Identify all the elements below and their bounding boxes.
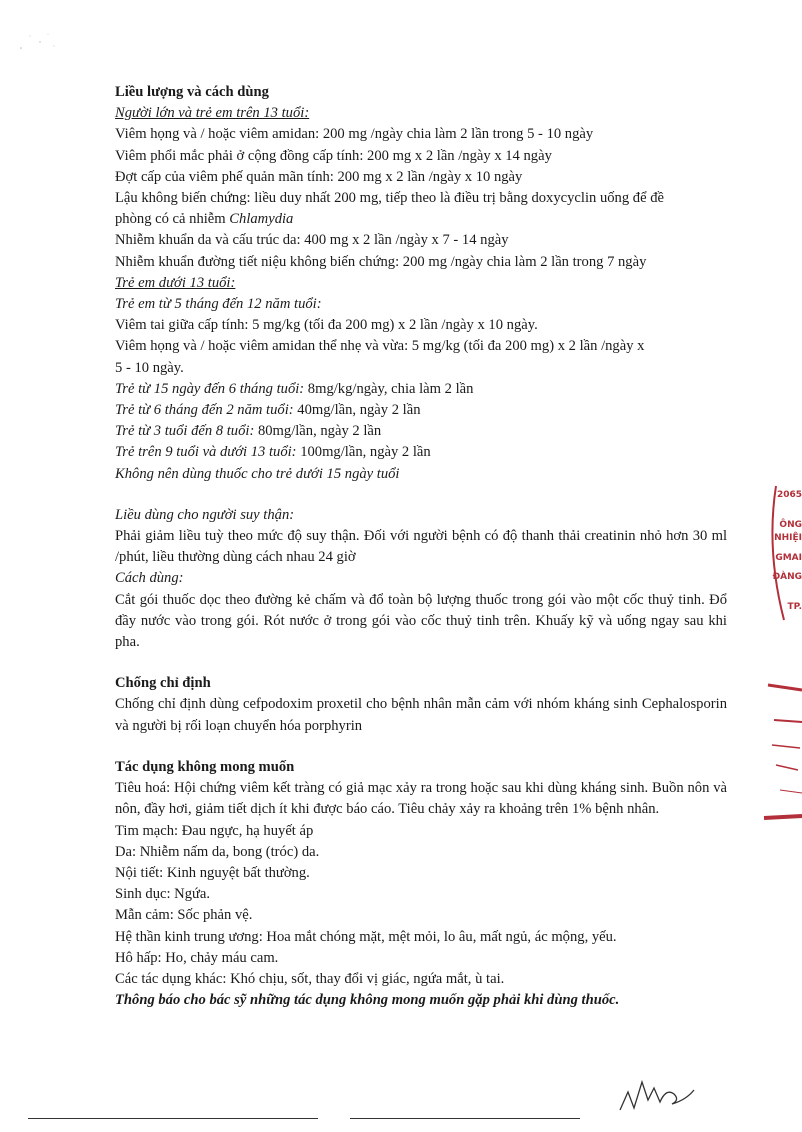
signature-icon <box>614 1070 704 1118</box>
adult-dose-line: Lậu không biến chứng: liều duy nhất 200 mg, tiếp theo là điều trị bằng doxycyclin uống để đề <box>115 190 664 207</box>
age-group-label: Trẻ từ 6 tháng đến 2 năm tuổi: <box>115 402 294 419</box>
side-effect-item: Da: Nhiễm nấm da, bong (tróc) da. <box>115 843 320 860</box>
age-group-line <box>115 379 727 400</box>
adult-dose-line: Viêm họng và / hoặc viêm amidan: 200 mg /ngày chia làm 2 lần trong 5 - 10 ngày <box>115 126 594 143</box>
adult-dose-line: Nhiễm khuẩn đường tiết niệu không biến chứng: 200 mg /ngày chia làm 2 lần trong 7 ngày <box>115 253 647 270</box>
age-group-line <box>115 442 727 463</box>
child-dose-line: Viêm họng và / hoặc viêm amidan thể nhẹ và vừa: 5 mg/kg (tối đa 200 mg) x 2 lần /ngày x <box>115 338 645 355</box>
age-group-line <box>115 421 727 442</box>
stamp-text: ÔNG <box>779 520 802 530</box>
stamp-text: TP. <box>787 602 802 612</box>
renal-subheading: Liều dùng cho người suy thận: <box>115 506 295 523</box>
adult-dose-line <box>115 209 727 230</box>
stamp-ring-icon <box>762 490 802 820</box>
age-group-label: Trẻ từ 15 ngày đến 6 tháng tuổi: <box>115 380 305 397</box>
side-effect-item: Hô hấp: Ho, chảy máu cam. <box>115 949 279 966</box>
age-group-dose: 40mg/lần, ngày 2 lần <box>293 402 421 419</box>
age-group-dose: 80mg/lần, ngày 2 lần <box>254 423 382 440</box>
scan-noise <box>18 30 58 55</box>
child-dose-line: Viêm tai giữa cấp tính: 5 mg/kg (tối đa 200 mg) x 2 lần /ngày x 10 ngày. <box>115 317 538 334</box>
contraindications-paragraph: Chống chỉ định dùng cefpodoxim proxetil cho bệnh nhân mẫn cảm với nhóm kháng sinh Cephalosporin và người bị rối loạn chuyển hóa porphyrin <box>115 696 727 734</box>
age-group-line <box>115 400 727 421</box>
renal-paragraph: Phải giảm liều tuỳ theo mức độ suy thận. Đối với người bệnh có độ thanh thải creatinin nhỏ hơn 30 ml /phút, liều thường dùng cách nhau 24 giờ <box>115 528 727 566</box>
doctor-notice: Thông báo cho bác sỹ những tác dụng không mong muốn gặp phải khi dùng thuốc. <box>115 992 620 1009</box>
stamp-fragment-icon <box>762 490 802 820</box>
section-spacer <box>115 653 727 673</box>
age-group-label: Trẻ từ 3 tuổi đến 8 tuổi: <box>115 423 255 440</box>
footer-rule <box>350 1118 580 1119</box>
side-effect-item: Mẫn cảm: Sốc phản vệ. <box>115 907 253 924</box>
side-effect-item: Sinh dục: Ngứa. <box>115 886 211 903</box>
adult-dose-line: Viêm phổi mắc phải ở cộng đồng cấp tính: 200 mg x 2 lần /ngày x 14 ngày <box>115 147 552 164</box>
children-subheading: Trẻ em dưới 13 tuổi: <box>115 274 236 291</box>
age-group-dose: 100mg/lần, ngày 2 lần <box>296 444 431 461</box>
children-age-subheading: Trẻ em từ 5 tháng đến 12 năm tuổi: <box>115 296 322 313</box>
adult-dose-text: phòng có cả nhiễm <box>115 211 226 228</box>
no-use-note: Không nên dùng thuốc cho trẻ dưới 15 ngày tuổi <box>115 465 400 482</box>
dosage-heading: Liều lượng và cách dùng <box>115 84 269 100</box>
adults-subheading: Người lớn và trẻ em trên 13 tuổi: <box>115 105 310 122</box>
adult-dose-line: Nhiễm khuẩn da và cấu trúc da: 400 mg x 2 lần /ngày x 7 - 14 ngày <box>115 232 509 249</box>
document-content <box>115 82 727 1011</box>
stamp-text: GMAI <box>775 553 802 563</box>
section-spacer <box>115 485 727 505</box>
side-effect-item: Hệ thần kinh trung ương: Hoa mắt chóng mặt, mệt mỏi, lo âu, mất ngủ, ác mộng, yếu. <box>115 928 617 945</box>
usage-paragraph: Cắt gói thuốc dọc theo đường kẻ chấm và đổ toàn bộ lượng thuốc trong gói vào một cốc thuỷ tinh. Đổ đầy nước vào trong gói. Rót nước ở trong gói vào cốc thuỷ tinh trên. Khuấy kỹ và uống ngay sau khi pha. <box>115 591 727 651</box>
section-spacer <box>115 737 727 757</box>
stamp-text: ĐÀNG <box>772 572 802 582</box>
stamp-text: NHIỆI <box>774 533 802 543</box>
digestive-effects-paragraph: Tiêu hoá: Hội chứng viêm kết tràng có giả mạc xảy ra trong hoặc sau khi dùng kháng sinh. Buồn nôn và nôn, đầy hơi, giảm tiết dịch ít khi được báo cáo. Tiêu chảy xảy ra khoảng trên 1% bệnh nhân. <box>115 780 727 818</box>
side-effects-heading: Tác dụng không mong muốn <box>115 758 295 775</box>
chlamydia-term: Chlamydia <box>229 211 294 228</box>
side-effect-item: Tim mạch: Đau ngực, hạ huyết áp <box>115 822 314 839</box>
age-group-label: Trẻ trên 9 tuổi và dưới 13 tuổi: <box>115 444 297 461</box>
stamp-text: 2065 <box>776 490 802 500</box>
child-dose-line: 5 - 10 ngày. <box>115 359 184 376</box>
contraindications-heading: Chống chỉ định <box>115 675 211 692</box>
footer-rule <box>28 1118 318 1119</box>
side-effect-item: Nội tiết: Kinh nguyệt bất thường. <box>115 864 310 881</box>
age-group-dose: 8mg/kg/ngày, chia làm 2 lần <box>304 380 474 397</box>
usage-subheading: Cách dùng: <box>115 570 184 587</box>
adult-dose-line: Đợt cấp của viêm phế quản mãn tính: 200 mg x 2 lần /ngày x 10 ngày <box>115 168 523 185</box>
side-effect-item: Các tác dụng khác: Khó chịu, sốt, thay đổi vị giác, ngứa mắt, ù tai. <box>115 970 505 987</box>
